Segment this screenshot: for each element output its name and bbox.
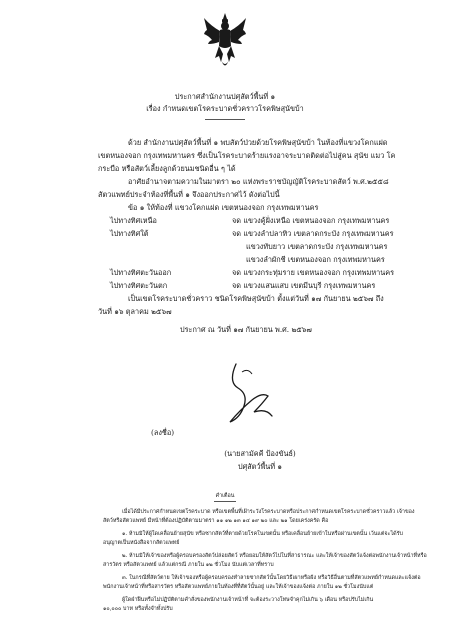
- warning-line-1: เมื่อได้มีประกาศกำหนดเขตโรคระบาด หรือเขตพื้นที่เฝ้าระวังโรคระบาดหรือประกาศกำหนดเขตโรคระบาดชั่วคราวแล้ว เจ้าของ: [122, 509, 415, 515]
- para1-line1: ด้วย สำนักงานปศุสัตว์พื้นที่ ๑ พบสัตว์ป่วยด้วยโรคพิษสุนัขบ้า ในท้องที่แขวงโคกแฝด: [128, 138, 388, 147]
- para2-line2: สัตวแพทย์ประจำท้องที่พื้นที่ ๑ จึงออกประกาศไว้ ดังต่อไปนี้: [98, 190, 280, 199]
- zone-period-line2: วันที่ ๑๖ ตุลาคม ๒๕๖๗: [98, 307, 172, 316]
- warning-line-3: ๑. ห้ามมิให้ผู้ใดเคลื่อนย้ายสุนัข หรือซากสัตว์ที่ตายด้วยโรคในเขตนั้น หรือเคลื่อนย้ายเข้าในหรือผ่านเขตนั้น เว้นแต่จะได้รับ: [122, 531, 403, 537]
- signer-name: (นายสามัคคี ป้องขันธ์): [224, 449, 296, 458]
- announcement-title: ประกาศสำนักงานปศุสัตว์พื้นที่ ๑: [174, 92, 276, 101]
- warning-line-10: ๑๐,๐๐๐ บาท หรือทั้งจำทั้งปรับ: [103, 606, 173, 612]
- signer-position: ปศุสัตว์พื้นที่ ๑: [237, 462, 283, 471]
- boundary-south-line2: แขวงทับยาว เขตลาดกระบัง กรุงเทพมหานคร: [246, 242, 388, 251]
- boundary-south-line1: จด แขวงลำปลาทิว เขตลาดกระบัง กรุงเทพมหานคร: [232, 229, 394, 238]
- boundary-direction-north: ไปทางทิศเหนือ: [110, 216, 157, 225]
- boundary-east-line1: จด แขวงกระทุ่มราย เขตหนองจอก กรุงเทพมหานคร: [232, 268, 395, 277]
- handwritten-signature-icon: [222, 358, 278, 430]
- warning-line-8: พนักงานเจ้าหน้าที่หรือสารวัตร หรือสัตวแพทย์ภายในท้องที่ที่สัตว์นั้นอยู่ และให้เจ้าของแจ้งต่อ ภายใน ๑๒ ชั่วโมงนับแต่: [103, 584, 374, 590]
- para1-line2: เขตหนองจอก กรุงเทพมหานคร ซึ่งเป็นโรคระบาดร้ายแรงอาจระบาดติดต่อไปสู่คน สุนัข แมว โค: [98, 151, 396, 160]
- zone-period-line1: เป็นเขตโรคระบาดชั่วคราว ชนิดโรคพิษสุนัขบ้า ตั้งแต่วันที่ ๑๗ กันยายน ๒๕๖๗ ถึง: [128, 294, 384, 303]
- warning-title-underline: [214, 501, 236, 502]
- para1-line3: กระบือ หรือสัตว์เลี้ยงลูกด้วยนมชนิดอื่น ๆ ได้: [98, 164, 236, 173]
- garuda-emblem-icon: [203, 12, 247, 68]
- warning-line-4: อนุญาตเป็นหนังสือจากสัตวแพทย์: [103, 540, 180, 546]
- boundary-direction-east: ไปทางทิศตะวันออก: [110, 268, 172, 277]
- clause-1: ข้อ ๑ ให้ท้องที่ แขวงโคกแฝด เขตหนองจอก กรุงเทพมหานคร: [128, 203, 319, 212]
- announcement-subject: เรื่อง กำหนดเขตโรคระบาดชั่วคราวโรคพิษสุนัขบ้า: [146, 104, 304, 113]
- signed-label: (ลงชื่อ): [151, 428, 175, 437]
- boundary-direction-west: ไปทางทิศตะวันตก: [110, 281, 168, 290]
- warning-line-7: ๓. ในกรณีที่สัตว์ตาย ให้เจ้าของหรือผู้ครอบครองทำลายซากสัตว์นั้นโดยวิธีเผาหรือฝัง หรือวิธีอื่นตามที่สัตวแพทย์กำหนดและแจ้งต่อ: [122, 575, 421, 581]
- warning-line-5: ๒. ห้ามมิให้เจ้าของหรือผู้ครอบครองสัตว์ปล่อยสัตว์ หรือยอมให้สัตว์ไปในที่สาธารณะ และให้เจ้าของสัตว์แจ้งต่อพนักงานเจ้าหน้าที่หรือ: [122, 553, 427, 559]
- boundary-direction-south: ไปทางทิศใต้: [110, 229, 149, 238]
- warning-line-6: สารวัตร หรือสัตวแพทย์ แล้วแต่กรณี ภายใน ๑๒ ชั่วโมง นับแต่เวลาที่ทราบ: [103, 562, 274, 568]
- boundary-west-line1: จด แขวงแสนแสบ เขตมีนบุรี กรุงเทพมหานคร: [232, 281, 376, 290]
- header-divider: [205, 119, 245, 120]
- para2-line1: อาศัยอำนาจตามความในมาตรา ๒๐ แห่งพระราชบัญญัติโรคระบาดสัตว์ พ.ศ.๒๕๕๘: [128, 177, 389, 186]
- announcement-date: ประกาศ ณ วันที่ ๑๗ กันยายน พ.ศ. ๒๕๖๗: [180, 325, 312, 334]
- boundary-north-line1: จด แขวงคู้ฝั่งเหนือ เขตหนองจอก กรุงเทพมหานคร: [232, 216, 390, 225]
- warning-line-9: ผู้ใดฝ่าฝืนหรือไม่ปฏิบัติตามคำสั่งของพนักงานเจ้าหน้าที่ จะต้องระวางโทษจำคุกไม่เกิน ๖ เดือน หรือปรับไม่เกิน: [122, 597, 374, 603]
- boundary-south-line3: แขวงลำผักชี เขตหนองจอก กรุงเทพมหานคร: [246, 255, 385, 264]
- warning-line-2: สัตว์หรือสัตวแพทย์ มีหน้าที่ต้องปฏิบัติตามมาตรา ๑๑ ๑๒ ๑๓ ๑๔ ๑๙ ๒๐ และ ๒๑ โดยเคร่งครัด คือ: [103, 518, 329, 524]
- warning-title: คำเตือน: [215, 493, 235, 499]
